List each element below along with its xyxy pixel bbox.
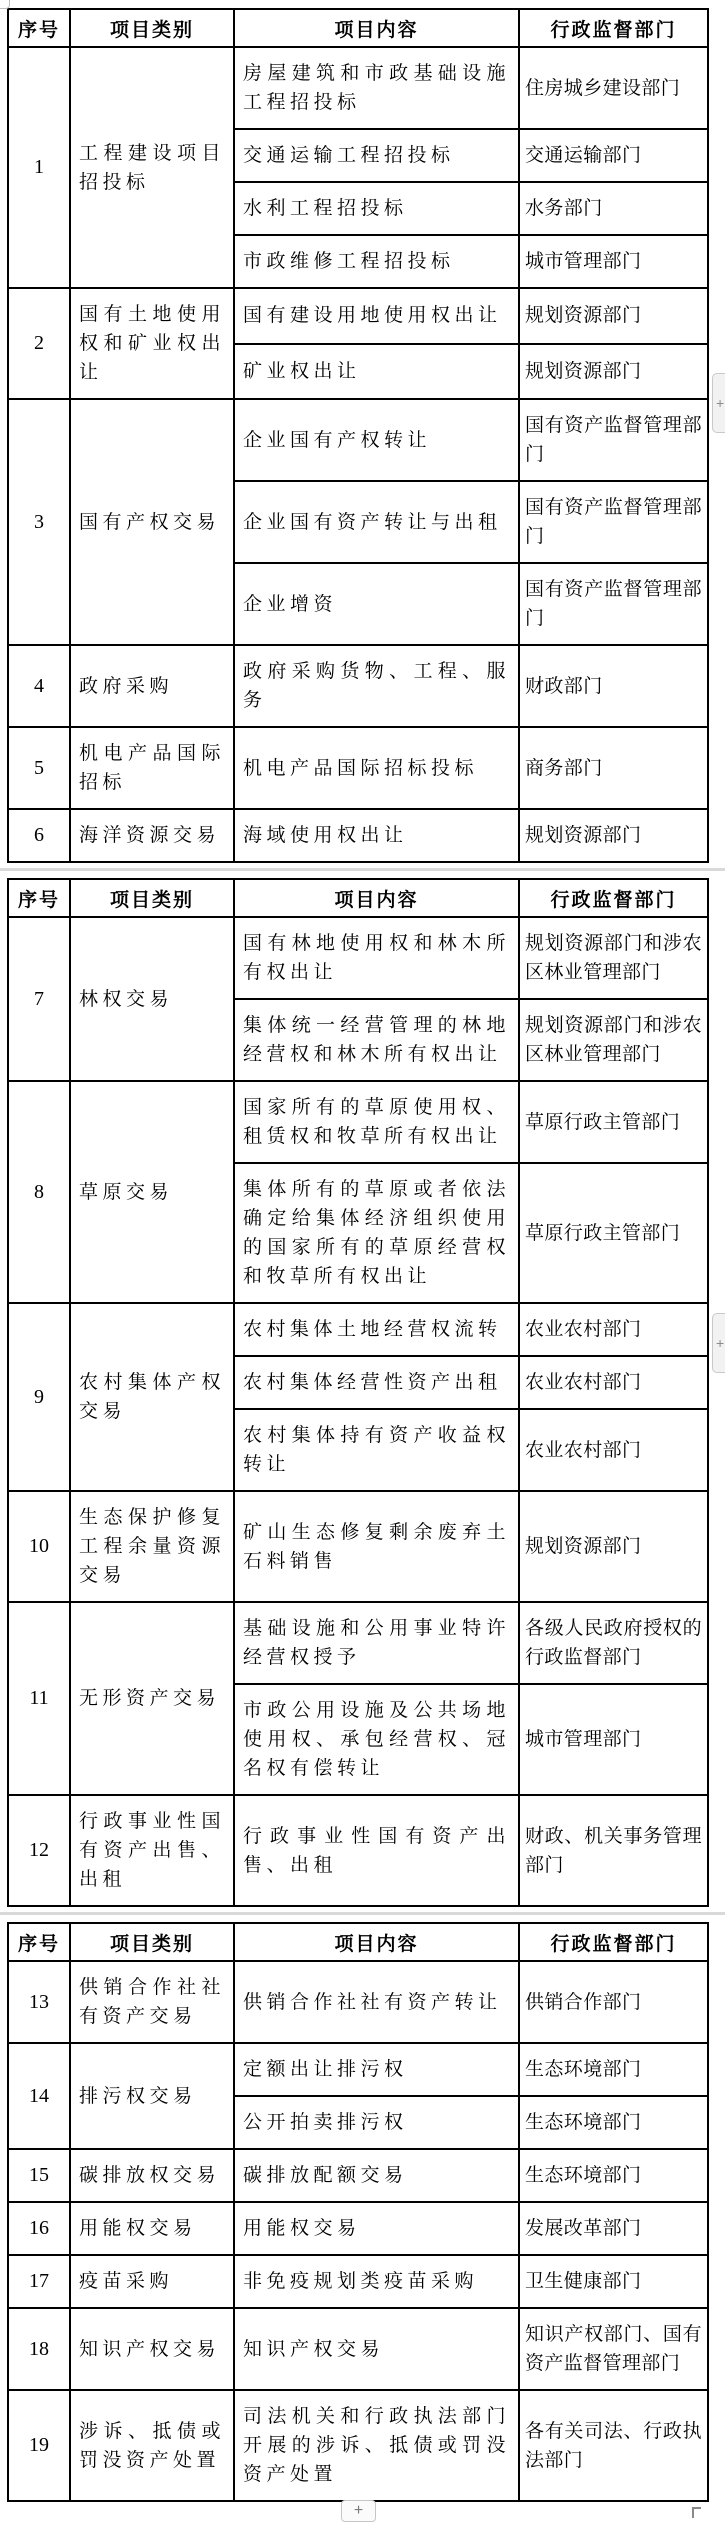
category-cell: 供销合作社社有资产交易 [70,1961,234,2043]
header-row [8,9,708,47]
column-header: 项目类别 [70,1923,234,1961]
row-number-cell: 8 [8,1081,70,1303]
table-row [8,2390,708,2501]
row-number-cell: 17 [8,2255,70,2308]
content-cell: 定额出让排污权 [234,2043,519,2096]
dept-cell: 供销合作部门 [519,1961,708,2043]
dept-cell: 知识产权部门、国有资产监督管理部门 [519,2308,708,2390]
table-row [8,1602,708,1684]
row-number-cell: 15 [8,2149,70,2202]
dept-cell: 国有资产监督管理部门 [519,399,708,481]
content-cell: 用能权交易 [234,2202,519,2255]
dept-cell: 商务部门 [519,727,708,809]
dept-cell: 规划资源部门 [519,344,708,400]
column-header: 序号 [8,1923,70,1961]
dept-cell: 规划资源部门 [519,809,708,862]
catalog-table [7,8,709,863]
row-number-cell: 12 [8,1795,70,1906]
dept-cell: 卫生健康部门 [519,2255,708,2308]
table-row [8,47,708,129]
table-row [8,288,708,344]
dept-cell: 规划资源部门和涉农区林业管理部门 [519,917,708,999]
content-cell: 农村集体经营性资产出租 [234,1356,519,1409]
dept-cell: 发展改革部门 [519,2202,708,2255]
dept-cell: 财政、机关事务管理部门 [519,1795,708,1906]
category-cell: 知识产权交易 [70,2308,234,2390]
content-cell: 企业国有资产转让与出租 [234,481,519,563]
corner-widget-fragment [0,0,10,9]
content-cell: 市政公用设施及公共场地使用权、承包经营权、冠名权有偿转让 [234,1684,519,1795]
column-header: 行政监督部门 [519,9,708,47]
header-row [8,879,708,917]
catalog-table [7,878,709,1907]
category-cell: 无形资产交易 [70,1602,234,1795]
row-number-cell: 9 [8,1303,70,1491]
bottom-controls-row [7,2502,707,2532]
category-cell: 疫苗采购 [70,2255,234,2308]
category-cell: 用能权交易 [70,2202,234,2255]
column-header: 项目类别 [70,9,234,47]
column-header: 行政监督部门 [519,1923,708,1961]
content-cell: 行政事业性国有资产出售、出租 [234,1795,519,1906]
content-cell: 国有林地使用权和林木所有权出让 [234,917,519,999]
category-cell: 政府采购 [70,645,234,727]
table-row [8,1081,708,1163]
table-split-gap [0,863,725,878]
category-cell: 碳排放权交易 [70,2149,234,2202]
content-cell: 房屋建筑和市政基础设施工程招投标 [234,47,519,129]
category-cell: 工程建设项目招投标 [70,47,234,288]
add-row-button[interactable]: + [341,2500,376,2522]
dept-cell: 各级人民政府授权的行政监督部门 [519,1602,708,1684]
table-row [8,2308,708,2390]
content-cell: 农村集体土地经营权流转 [234,1303,519,1356]
table-row [8,399,708,481]
table-row [8,1961,708,2043]
content-cell: 碳排放配额交易 [234,2149,519,2202]
category-cell: 国有产权交易 [70,399,234,645]
row-number-cell: 2 [8,288,70,399]
category-cell: 海洋资源交易 [70,809,234,862]
dept-cell: 草原行政主管部门 [519,1163,708,1303]
content-cell: 供销合作社社有资产转让 [234,1961,519,2043]
table-section-2 [7,878,707,1907]
table-split-line [0,868,725,871]
table-row [8,645,708,727]
dept-cell: 城市管理部门 [519,1684,708,1795]
content-cell: 企业国有产权转让 [234,399,519,481]
table-section-1 [7,8,707,863]
table-row [8,2043,708,2096]
content-cell: 基础设施和公用事业特许经营权授予 [234,1602,519,1684]
dept-cell: 财政部门 [519,645,708,727]
row-number-cell: 3 [8,399,70,645]
table-row [8,809,708,862]
content-cell: 国有建设用地使用权出让 [234,288,519,344]
table-row [8,2202,708,2255]
category-cell: 林权交易 [70,917,234,1081]
row-number-cell: 4 [8,645,70,727]
dept-cell: 生态环境部门 [519,2149,708,2202]
category-cell: 排污权交易 [70,2043,234,2149]
column-header: 序号 [8,879,70,917]
column-header: 项目内容 [234,879,519,917]
category-cell: 涉诉、抵债或罚没资产处置 [70,2390,234,2501]
table-row [8,1795,708,1906]
table-row [8,1303,708,1356]
row-number-cell: 18 [8,2308,70,2390]
dept-cell: 规划资源部门 [519,288,708,344]
dept-cell: 交通运输部门 [519,129,708,182]
table-row [8,1491,708,1602]
row-number-cell: 10 [8,1491,70,1602]
category-cell: 机电产品国际招标 [70,727,234,809]
resize-handle-icon [692,2507,701,2518]
dept-cell: 农业农村部门 [519,1303,708,1356]
row-number-cell: 7 [8,917,70,1081]
table-row [8,727,708,809]
catalog-table [7,1922,709,2502]
content-cell: 公开拍卖排污权 [234,2096,519,2149]
dept-cell: 生态环境部门 [519,2043,708,2096]
category-cell: 生态保护修复工程余量资源交易 [70,1491,234,1602]
content-cell: 集体所有的草原或者依法确定给集体经济组织使用的国家所有的草原经营权和牧草所有权出让 [234,1163,519,1303]
content-cell: 机电产品国际招标投标 [234,727,519,809]
content-cell: 政府采购货物、工程、服务 [234,645,519,727]
row-number-cell: 16 [8,2202,70,2255]
content-cell: 海域使用权出让 [234,809,519,862]
content-cell: 矿山生态修复剩余废弃土石料销售 [234,1491,519,1602]
table-row [8,2255,708,2308]
row-number-cell: 11 [8,1602,70,1795]
content-cell: 水利工程招投标 [234,182,519,235]
column-header: 项目内容 [234,1923,519,1961]
table-row [8,2149,708,2202]
row-number-cell: 1 [8,47,70,288]
category-cell: 草原交易 [70,1081,234,1303]
table-section-3 [7,1922,707,2502]
category-cell: 农村集体产权交易 [70,1303,234,1491]
dept-cell: 草原行政主管部门 [519,1081,708,1163]
dept-cell: 各有关司法、行政执法部门 [519,2390,708,2501]
dept-cell: 规划资源部门 [519,1491,708,1602]
column-header: 序号 [8,9,70,47]
table-split-line [0,1912,725,1915]
dept-cell: 城市管理部门 [519,235,708,288]
row-number-cell: 19 [8,2390,70,2501]
category-cell: 行政事业性国有资产出售、出租 [70,1795,234,1906]
content-cell: 矿业权出让 [234,344,519,400]
content-cell: 农村集体持有资产收益权转让 [234,1409,519,1491]
content-cell: 交通运输工程招投标 [234,129,519,182]
plus-icon: + [716,395,725,411]
table-split-gap [0,1907,725,1922]
dept-cell: 生态环境部门 [519,2096,708,2149]
content-cell: 国家所有的草原使用权、租赁权和牧草所有权出让 [234,1081,519,1163]
category-cell: 国有土地使用权和矿业权出让 [70,288,234,399]
row-number-cell: 6 [8,809,70,862]
side-add-button-bottom[interactable] [712,1313,725,1373]
table-row [8,917,708,999]
row-number-cell: 5 [8,727,70,809]
dept-cell: 住房城乡建设部门 [519,47,708,129]
header-row [8,1923,708,1961]
content-cell: 非免疫规划类疫苗采购 [234,2255,519,2308]
dept-cell: 国有资产监督管理部门 [519,481,708,563]
dept-cell: 水务部门 [519,182,708,235]
plus-icon: + [716,1335,725,1351]
content-cell: 司法机关和行政执法部门开展的涉诉、抵债或罚没资产处置 [234,2390,519,2501]
content-cell: 集体统一经营管理的林地经营权和林木所有权出让 [234,999,519,1081]
content-cell: 企业增资 [234,563,519,645]
dept-cell: 农业农村部门 [519,1409,708,1491]
dept-cell: 国有资产监督管理部门 [519,563,708,645]
row-number-cell: 14 [8,2043,70,2149]
dept-cell: 规划资源部门和涉农区林业管理部门 [519,999,708,1081]
row-number-cell: 13 [8,1961,70,2043]
column-header: 项目类别 [70,879,234,917]
content-cell: 知识产权交易 [234,2308,519,2390]
dept-cell: 农业农村部门 [519,1356,708,1409]
column-header: 项目内容 [234,9,519,47]
content-cell: 市政维修工程招投标 [234,235,519,288]
side-add-button-top[interactable] [712,373,725,433]
column-header: 行政监督部门 [519,879,708,917]
